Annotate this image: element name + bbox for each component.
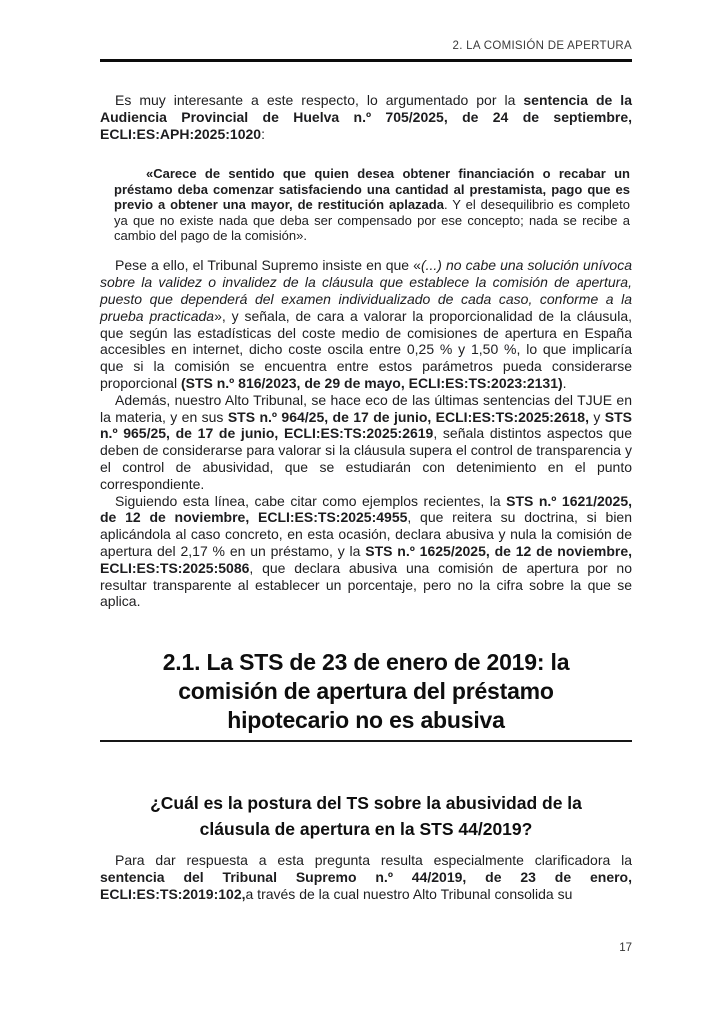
running-header-title: 2. LA COMISIÓN DE APERTURA (452, 40, 632, 52)
header-rule (100, 59, 632, 62)
page-number: 17 (619, 942, 632, 954)
paragraph-alto-tribunal-tjue: Además, nuestro Alto Tribunal, se hace eco de las últimas sentencias del TJUE en la materia, y en sus STS n.º 964/25, de 17 de junio, ECLI:ES:TS:2025:2618, y STS n.º 965/25, de 17 de junio, ECLI:ES:TS:2025:2619, señala distintos aspectos que deben de considerarse para valorar si la cláusula supera el control de transparencia y el control de abusividad, que se estudiarán con detenimiento en el punto correspondiente. (100, 391, 633, 492)
paragraph-respuesta-sts-44-2019: Para dar respuesta a esta pregunta resulta especialmente clarificadora la sentencia del Tribunal Supremo n.º 44/2019, de 23 de enero, ECLI:ES:TS:2019:102,a través de la cual nuestro Alto Tribunal consolida su (100, 852, 632, 902)
section-heading: 2.1. La STS de 23 de enero de 2019: la comisión de apertura del préstamo hipotecario no es abusiva (162, 649, 570, 734)
paragraph-intro-huelva: Es muy interesante a este respecto, lo argumentado por la sentencia de la Audiencia Provincial de Huelva n.º 705/2025, de 24 de septiembre, ECLI:ES:APH:2025:1020: (100, 92, 632, 142)
section-heading-rule (100, 740, 632, 742)
paragraph-ejemplos-recientes: Siguiendo esta línea, cabe citar como ejemplos recientes, la STS n.º 1621/2025, de 12 de noviembre, ECLI:ES:TS:2025:4955, que reitera su doctrina, si bien aplicándola al caso concreto, en esta ocasión, declara abusiva y nula la comisión de apertura del 2,17 % en un préstamo, y la STS n.º 1625/2025, de 12 de noviembre, ECLI:ES:TS:2025:5086, que declara abusiva una comisión de apertura por no resultar transparente al establecer un porcentaje, pero no la cifra sobre la que se aplica. (100, 492, 632, 610)
question-heading: ¿Cuál es la postura del TS sobre la abusividad de la cláusula de apertura en la STS 44/2019? (150, 793, 582, 840)
blockquote-huelva-citation: «Carece de sentido que quien desea obtener financiación o recabar un préstamo deba comenzar satisfaciendo una cantidad al prestamista, pago que es previo a obtener una mayor, de restitución aplazada. Y el desequilibrio es completo ya que no existe nada que deba ser compensado por ese concepto; nada se recibe a cambio del pago de la comisión». (114, 166, 630, 244)
page-content (100, 0, 632, 903)
paragraph-tribunal-supremo-proporcionalidad: Pese a ello, el Tribunal Supremo insiste en que «(...) no cabe una solución unívoca sobre la validez o invalidez de la cláusula que establece la comisión de apertura, puesto que dependerá del examen individualizado de cada caso, conforme a la prueba practicada», y señala, de cara a valorar la proporcionalidad de la cláusula, que según las estadísticas del coste medio de comisiones de apertura en España accesibles en internet, dicho coste oscila entre 0,25 % y 1,50 %, lo que implicaría que si la comisión se encuentra entre estos parámetros pueda considerarse proporcional (STS n.º 816/2023, de 29 de mayo, ECLI:ES:TS:2023:2131). (100, 257, 632, 391)
